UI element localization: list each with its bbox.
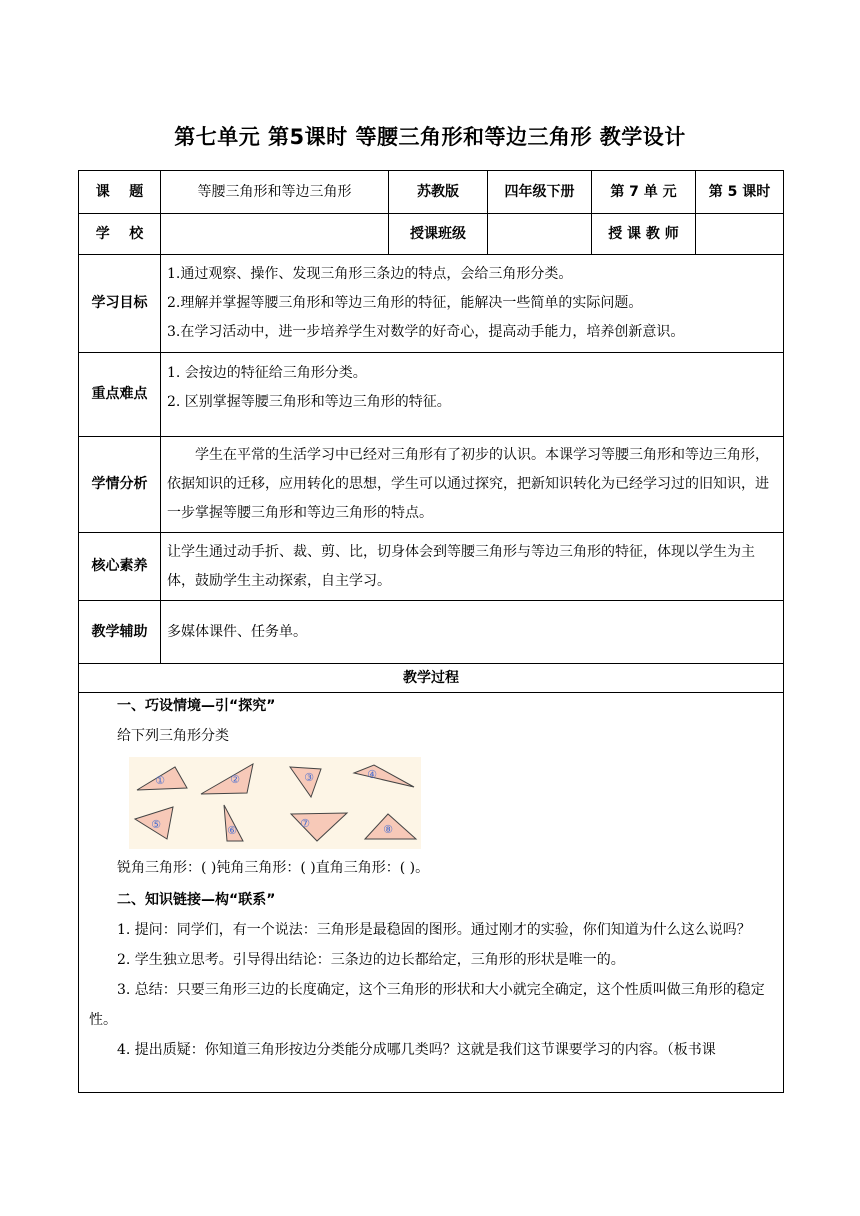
step-item: 1. 提问：同学们，有一个说法：三角形是最稳固的图形。通过刚才的实验，你们知道为什么这么说吗？	[117, 922, 751, 938]
publisher-cell: 苏教版	[389, 171, 488, 214]
objectives-row	[79, 255, 784, 353]
triangle-number-label: ①	[155, 774, 165, 787]
class-label: 授课班级	[389, 214, 488, 255]
process-label: 教学过程	[79, 664, 784, 693]
objectives-label: 学习目标	[79, 255, 161, 353]
literacy-content	[161, 533, 784, 601]
triangle-number-label: ④	[367, 768, 377, 781]
page-title: 第七单元 第5课时 等腰三角形和等边三角形 教学设计	[174, 125, 686, 149]
triangle-classification-image	[129, 757, 421, 849]
section2-heading: 二、知识链接—构“联系”	[117, 892, 276, 908]
aids-content	[161, 601, 784, 664]
analysis-text: 学生在平常的生活学习中已经对三角形有了初步的认识。本课学习等腰三角形和等边三角形，依据知识的迁移，应用转化的思想，学生可以通过探究，把新知识转化为已经学习过的旧知识，进一步掌握等腰三角形和等边三角形的特点。	[167, 447, 769, 521]
triangle-number-label: ②	[230, 773, 240, 786]
lesson-cell: 第 5 课时	[696, 171, 784, 214]
classify-line: 锐角三角形：( )钝角三角形：( )直角三角形：( )。	[117, 860, 430, 876]
school-label: 学 校	[79, 214, 161, 255]
unit-cell: 第 7 单 元	[592, 171, 696, 214]
key-points-row	[79, 353, 784, 437]
literacy-row	[79, 533, 784, 601]
teacher-value	[696, 214, 784, 255]
analysis-content	[161, 437, 784, 533]
key-point-item: 2. 区别掌握等腰三角形和等边三角形的特征。	[167, 394, 451, 410]
objective-item: 3.在学习活动中，进一步培养学生对数学的好奇心，提高动手能力，培养创新意识。	[167, 324, 685, 340]
topic-value: 等腰三角形和等边三角形	[161, 171, 389, 214]
header-row-school	[79, 214, 784, 255]
key-points-content	[161, 353, 784, 437]
triangle-number-label: ③	[304, 771, 314, 784]
objective-item: 1.通过观察、操作、发现三角形三条边的特点，会给三角形分类。	[167, 266, 573, 282]
topic-label: 课 题	[79, 171, 161, 214]
class-value	[488, 214, 592, 255]
triangle-number-label: ⑤	[151, 818, 161, 831]
objective-item: 2.理解并掌握等腰三角形和等边三角形的特征，能解决一些简单的实际问题。	[167, 295, 643, 311]
step-item: 4. 提出质疑：你知道三角形按边分类能分成哪几类吗？这就是我们这节课要学习的内容。（板书课	[117, 1042, 716, 1058]
literacy-text: 让学生通过动手折、裁、剪、比，切身体会到等腰三角形与等边三角形的特征，体现以学生为主体，鼓励学生主动探索，自主学习。	[167, 543, 755, 589]
header-row-topic	[79, 171, 784, 214]
triangle-number-label: ⑧	[383, 823, 393, 836]
triangle-number-label: ⑥	[227, 824, 237, 837]
process-content	[79, 693, 784, 1093]
literacy-label: 核心素养	[79, 533, 161, 601]
step-item: 3. 总结：只要三角形三边的长度确定，这个三角形的形状和大小就完全确定，这个性质叫做三角形的稳定性。	[89, 982, 765, 1028]
school-value	[161, 214, 389, 255]
aids-row	[79, 601, 784, 664]
section1-prompt: 给下列三角形分类	[117, 728, 229, 744]
key-point-item: 1. 会按边的特征给三角形分类。	[167, 365, 367, 381]
lesson-plan-table	[78, 170, 784, 1093]
analysis-label: 学情分析	[79, 437, 161, 533]
analysis-row	[79, 437, 784, 533]
teacher-label: 授 课 教 师	[592, 214, 696, 255]
triangle-number-label: ⑦	[300, 817, 310, 830]
process-row	[79, 693, 784, 1093]
aids-text: 多媒体课件、任务单。	[167, 623, 307, 640]
key-points-label: 重点难点	[79, 353, 161, 437]
step-item: 2. 学生独立思考。引导得出结论：三条边的边长都给定，三角形的形状是唯一的。	[117, 952, 625, 968]
grade-cell: 四年级下册	[488, 171, 592, 214]
section1-heading: 一、巧设情境—引“探究”	[117, 698, 276, 714]
aids-label: 教学辅助	[79, 601, 161, 664]
objectives-content	[161, 255, 784, 353]
process-header-row	[79, 664, 784, 693]
